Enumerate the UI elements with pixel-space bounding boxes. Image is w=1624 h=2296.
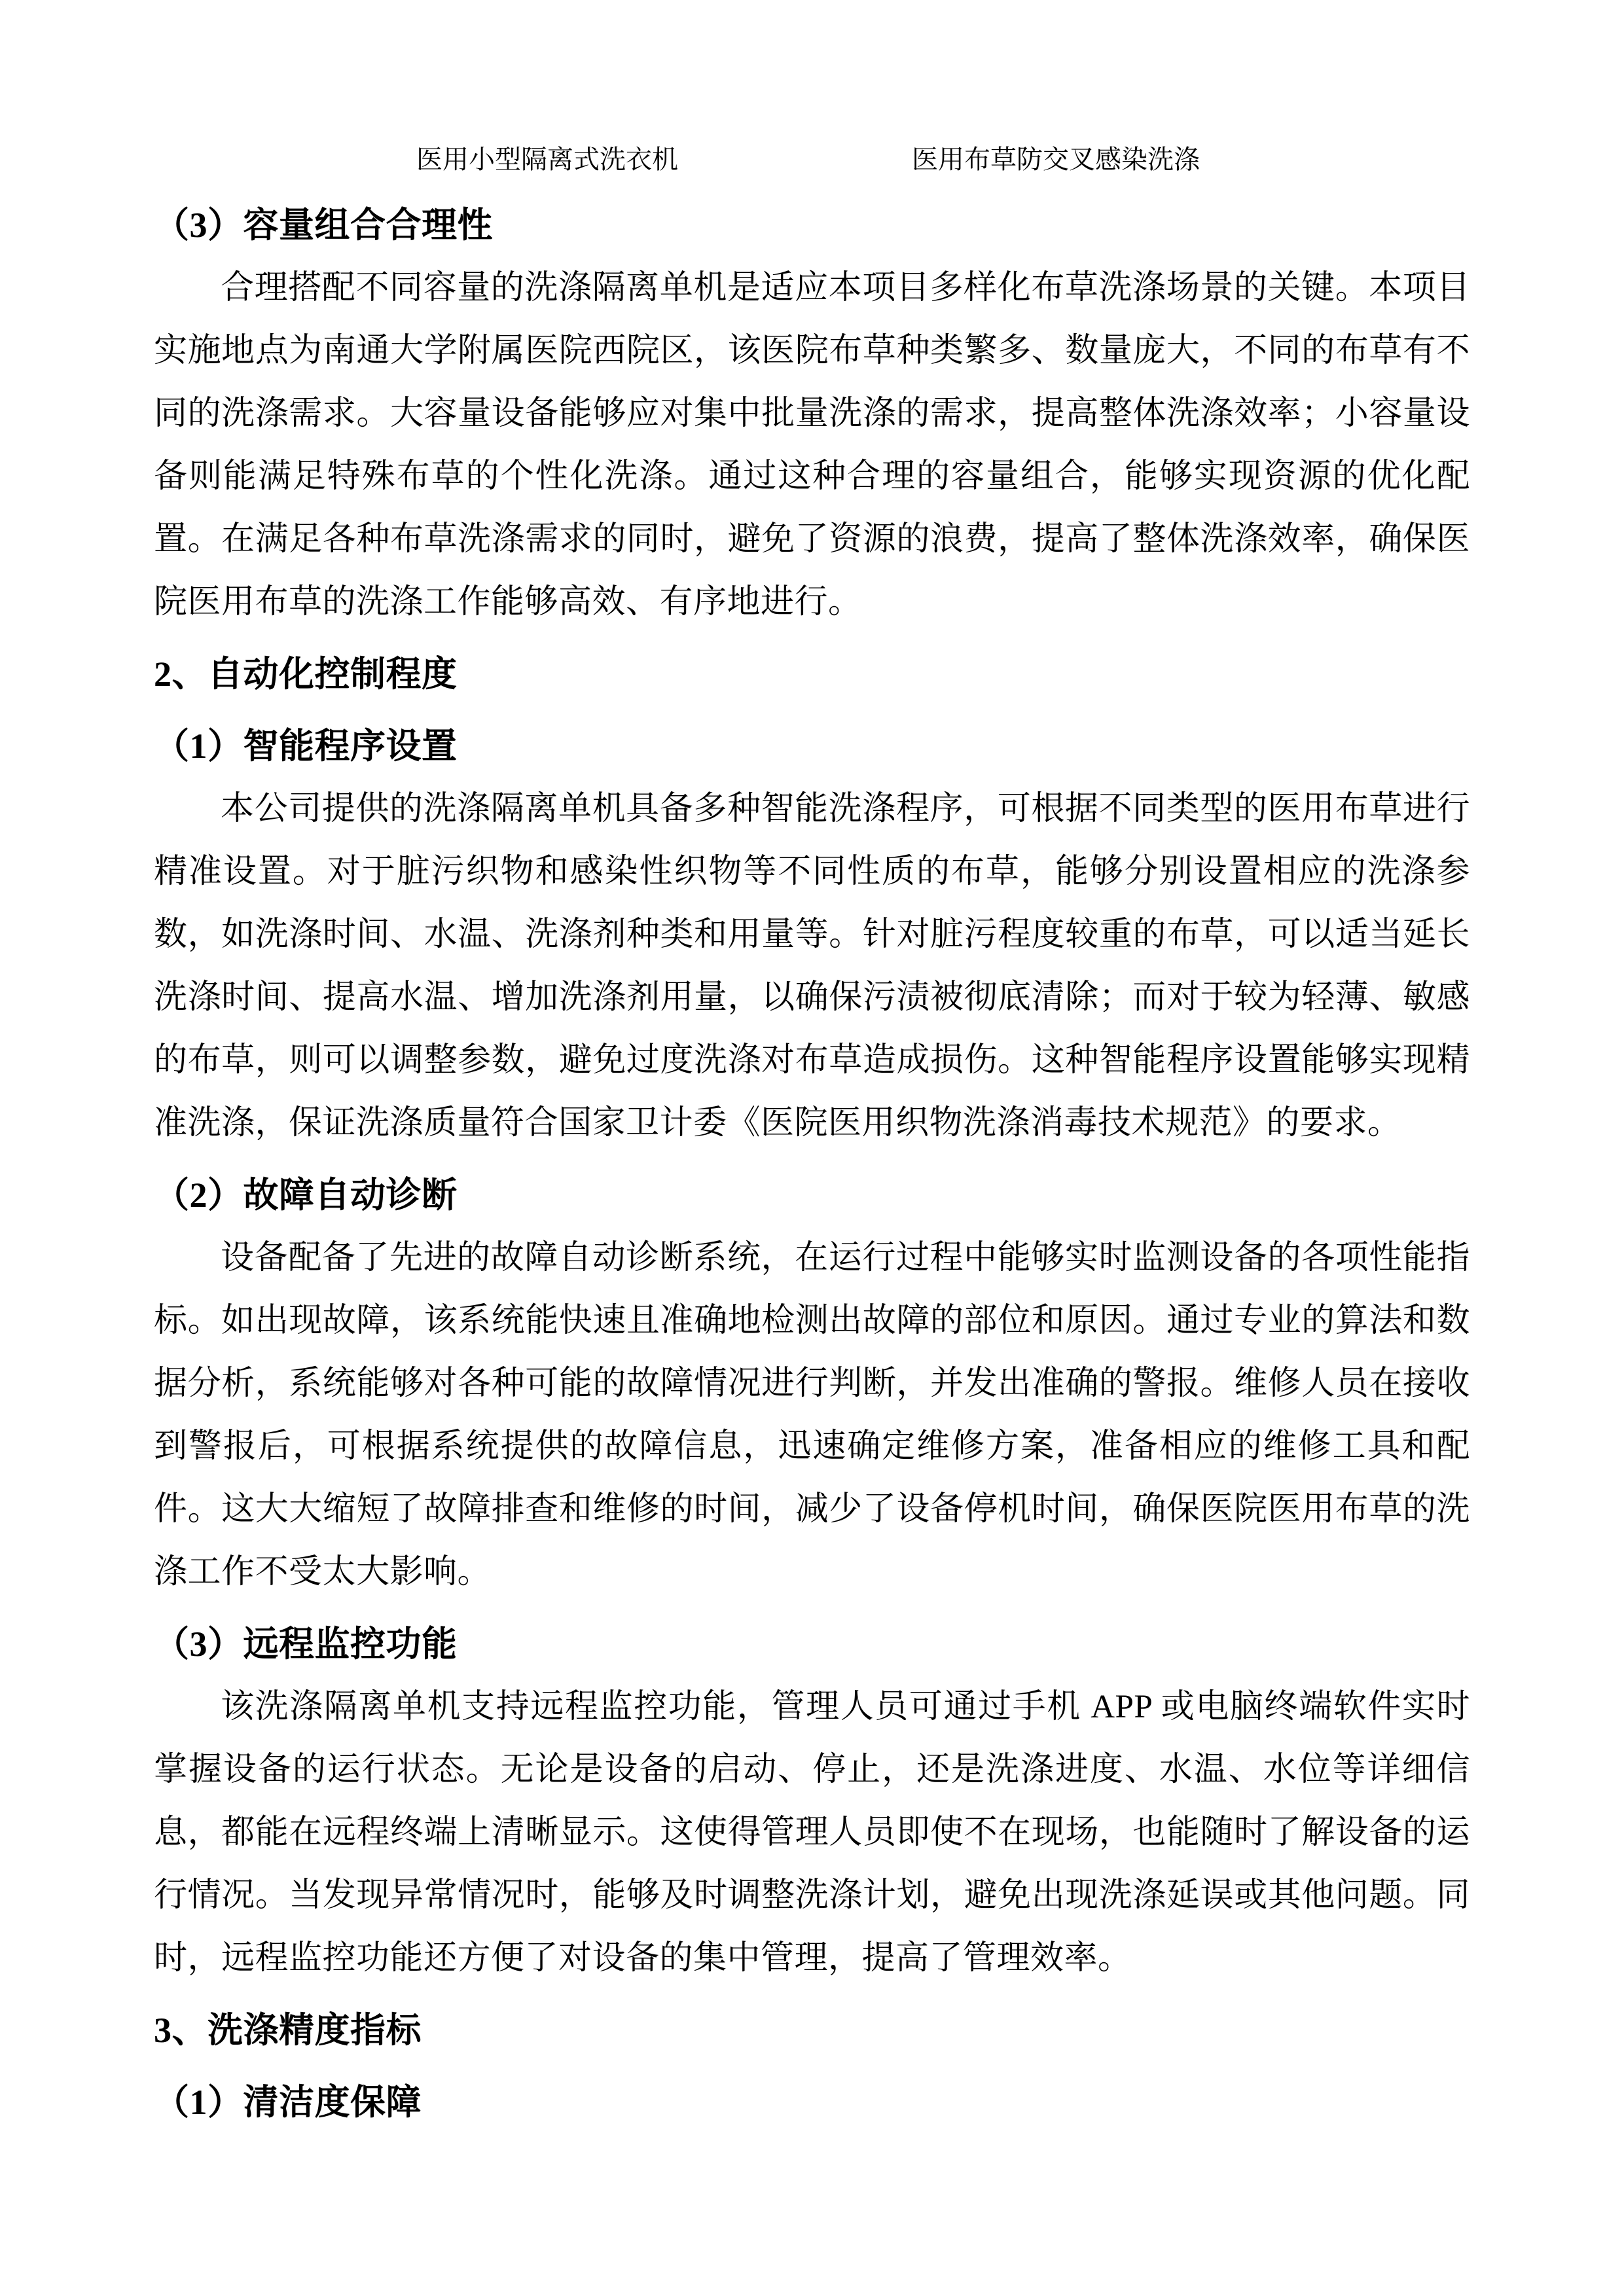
header-left-title: 医用小型隔离式洗衣机 (416, 145, 678, 174)
paragraph: 合理搭配不同容量的洗涤隔离单机是适应本项目多样化布草洗涤场景的关键。本项目实施地点为南通大学附属医院西院区，该医院布草种类繁多、数量庞大，不同的布草有不同的洗涤需求。大容量设备能够应对集中批量洗涤的需求，提高整体洗涤效率；小容量设备则能满足特殊布草的个性化洗涤。通过这种合理的容量组合，能够实现资源的优化配置。在满足各种布草洗涤需求的同时，避免了资源的浪费，提高了整体洗涤效率，确保医院医用布草的洗涤工作能够高效、有序地进行。 (154, 270, 1470, 620)
paragraph: 设备配备了先进的故障自动诊断系统，在运行过程中能够实时监测设备的各项性能指标。如出现故障，该系统能快速且准确地检测出故障的部位和原因。通过专业的算法和数据分析，系统能够对各种可能的故障情况进行判断，并发出准确的警报。维修人员在接收到警报后，可根据系统提供的故障信息，迅速确定维修方案，准备相应的维修工具和配件。这大大缩短了故障排查和维修的时间，减少了设备停机时间，确保医院医用布草的洗涤工作不受太大影响。 (154, 1240, 1470, 1590)
section-heading: （2）故障自动诊断 (154, 1175, 458, 1215)
section-heading: （3）远程监控功能 (154, 1624, 458, 1664)
section-heading: （3）容量组合合理性 (154, 206, 493, 245)
section-heading: 2、自动化控制程度 (154, 655, 458, 694)
document-body (154, 194, 1470, 2134)
header-right-title: 医用布草防交叉感染洗涤 (912, 145, 1200, 174)
section-heading: 3、洗涤精度指标 (154, 2011, 422, 2050)
paragraph: 本公司提供的洗涤隔离单机具备多种智能洗涤程序，可根据不同类型的医用布草进行精准设置。对于脏污织物和感染性织物等不同性质的布草，能够分别设置相应的洗涤参数，如洗涤时间、水温、洗涤剂种类和用量等。针对脏污程度较重的布草，可以适当延长洗涤时间、提高水温、增加洗涤剂用量，以确保污渍被彻底清除；而对于较为轻薄、敏感的布草，则可以调整参数，避免过度洗涤对布草造成损伤。这种智能程序设置能够实现精准洗涤，保证洗涤质量符合国家卫计委《医院医用织物洗涤消毒技术规范》的要求。 (154, 791, 1470, 1141)
paragraph: 该洗涤隔离单机支持远程监控功能，管理人员可通过手机 APP 或电脑终端软件实时掌握设备的运行状态。无论是设备的启动、停止，还是洗涤进度、水温、水位等详细信息，都能在远程终端上清晰显示。这使得管理人员即使不在现场，也能随时了解设备的运行情况。当发现异常情况时，能够及时调整洗涤计划，避免出现洗涤延误或其他问题。同时，远程监控功能还方便了对设备的集中管理，提高了管理效率。 (154, 1689, 1470, 1977)
section-heading: （1）清洁度保障 (154, 2083, 422, 2122)
page-header (0, 143, 1624, 179)
section-heading: （1）智能程序设置 (154, 726, 458, 766)
